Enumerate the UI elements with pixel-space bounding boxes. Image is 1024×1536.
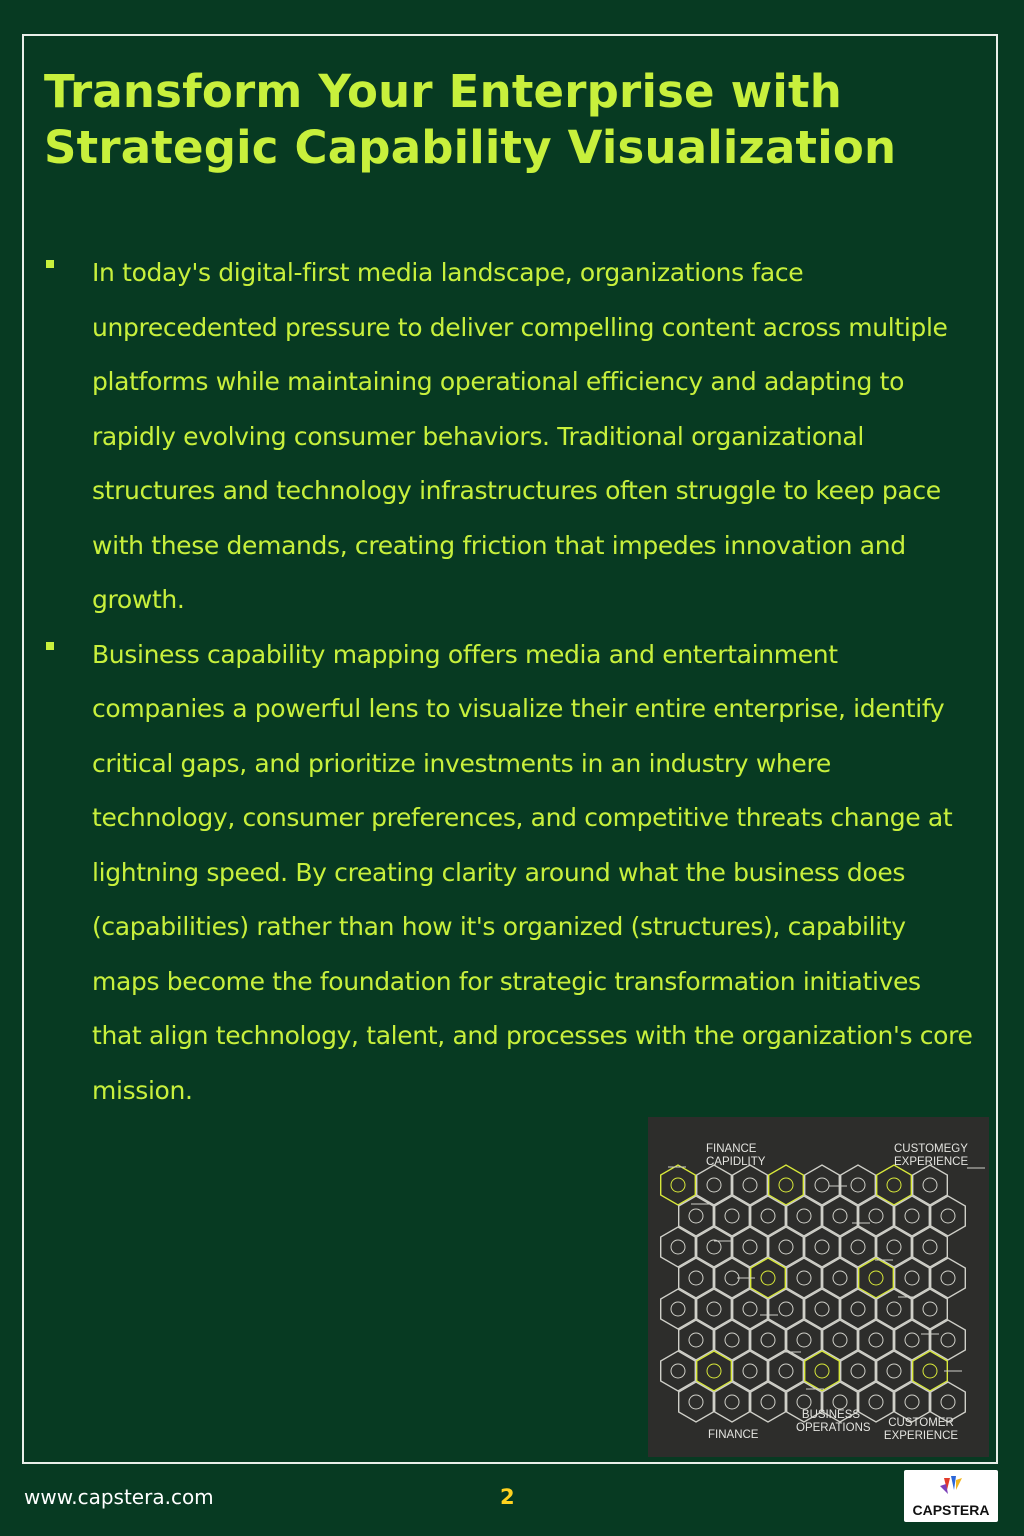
node-glyph: [707, 1364, 721, 1378]
bullet-text: In today's digital-first media landscape, organizations face unprecedented pressure to deliver compelling content across multiple platforms while maintaining operational efficiency and adapting to rapidly evolving consumer behaviors. Traditional organizational structures and technology infrastructures often struggle to keep pace with these demands, creating friction that impedes innovation and growth.: [92, 258, 948, 614]
bullet-list: [46, 246, 976, 1118]
node-glyph: [833, 1209, 847, 1223]
node-glyph: [815, 1178, 829, 1192]
node-glyph: [671, 1178, 685, 1192]
node-glyph: [941, 1395, 955, 1409]
node-glyph: [887, 1240, 901, 1254]
capability-map-illustration: [648, 1117, 989, 1457]
node-glyph: [743, 1302, 757, 1316]
node-glyph: [761, 1271, 775, 1285]
bullet-text: Business capability mapping offers media and entertainment companies a powerful lens to visualize their entire enterprise, identify critical gaps, and prioritize investments in an industry where technology, consumer preferences, and competitive threats change at lightning speed. By creating clarity around what the business does (capabilities) rather than how it's organized (structures), capability maps become the foundation for strategic transformation initiatives that align technology, talent, and processes with the organization's core mission.: [92, 639, 973, 1105]
node-glyph: [671, 1364, 685, 1378]
bullet-item: [46, 246, 976, 628]
node-glyph: [851, 1364, 865, 1378]
node-glyph: [905, 1395, 919, 1409]
node-glyph: [887, 1178, 901, 1192]
node-glyph: [941, 1333, 955, 1347]
node-glyph: [815, 1240, 829, 1254]
node-glyph: [707, 1240, 721, 1254]
node-glyph: [833, 1333, 847, 1347]
node-glyph: [743, 1178, 757, 1192]
illustration-label: BUSINESS OPERATIONS: [796, 1409, 871, 1434]
node-glyph: [923, 1364, 937, 1378]
node-glyph: [779, 1240, 793, 1254]
node-glyph: [869, 1209, 883, 1223]
node-glyph: [689, 1271, 703, 1285]
node-glyph: [833, 1271, 847, 1285]
node-glyph: [887, 1302, 901, 1316]
node-glyph: [689, 1395, 703, 1409]
node-glyph: [923, 1240, 937, 1254]
node-glyph: [905, 1271, 919, 1285]
node-glyph: [761, 1395, 775, 1409]
node-glyph: [689, 1209, 703, 1223]
square-bullet-icon: [46, 642, 54, 650]
node-glyph: [815, 1302, 829, 1316]
node-glyph: [797, 1271, 811, 1285]
node-glyph: [779, 1178, 793, 1192]
node-glyph: [797, 1209, 811, 1223]
node-glyph: [869, 1333, 883, 1347]
capstera-logo: [904, 1470, 998, 1522]
logo-text: CAPSTERA: [912, 1502, 990, 1518]
node-glyph: [725, 1271, 739, 1285]
node-glyph: [725, 1395, 739, 1409]
node-glyph: [707, 1302, 721, 1316]
node-glyph: [887, 1364, 901, 1378]
node-glyph: [761, 1209, 775, 1223]
illustration-label: FINANCE CAPIDLITY: [706, 1143, 766, 1168]
footer-url[interactable]: www.capstera.com: [24, 1485, 214, 1509]
node-glyph: [941, 1209, 955, 1223]
node-glyph: [743, 1364, 757, 1378]
node-glyph: [941, 1271, 955, 1285]
node-glyph: [851, 1240, 865, 1254]
illustration-label: CUSTOMEGY EXPERIENCE: [894, 1143, 969, 1168]
page-title: Transform Your Enterprise with Strategic Capability Visualization: [44, 65, 897, 174]
node-glyph: [851, 1178, 865, 1192]
node-glyph: [869, 1271, 883, 1285]
node-glyph: [779, 1302, 793, 1316]
page-number: 2: [500, 1485, 515, 1509]
node-glyph: [851, 1302, 865, 1316]
square-bullet-icon: [46, 260, 54, 268]
node-glyph: [905, 1209, 919, 1223]
illustration-label: FINANCE: [708, 1429, 759, 1441]
node-glyph: [797, 1395, 811, 1409]
node-glyph: [707, 1178, 721, 1192]
node-glyph: [869, 1395, 883, 1409]
node-glyph: [797, 1333, 811, 1347]
node-glyph: [689, 1333, 703, 1347]
node-glyph: [815, 1364, 829, 1378]
node-glyph: [671, 1302, 685, 1316]
node-glyph: [923, 1178, 937, 1192]
node-glyph: [671, 1240, 685, 1254]
node-glyph: [779, 1364, 793, 1378]
node-glyph: [725, 1333, 739, 1347]
node-glyph: [923, 1302, 937, 1316]
bullet-item: [46, 628, 976, 1119]
node-glyph: [905, 1333, 919, 1347]
node-glyph: [725, 1209, 739, 1223]
node-glyph: [761, 1333, 775, 1347]
node-glyph: [743, 1240, 757, 1254]
node-glyph: [833, 1395, 847, 1409]
illustration-label: CUSTOMER EXPERIENCE: [883, 1417, 959, 1442]
capstera-logo-icon: [904, 1470, 998, 1504]
